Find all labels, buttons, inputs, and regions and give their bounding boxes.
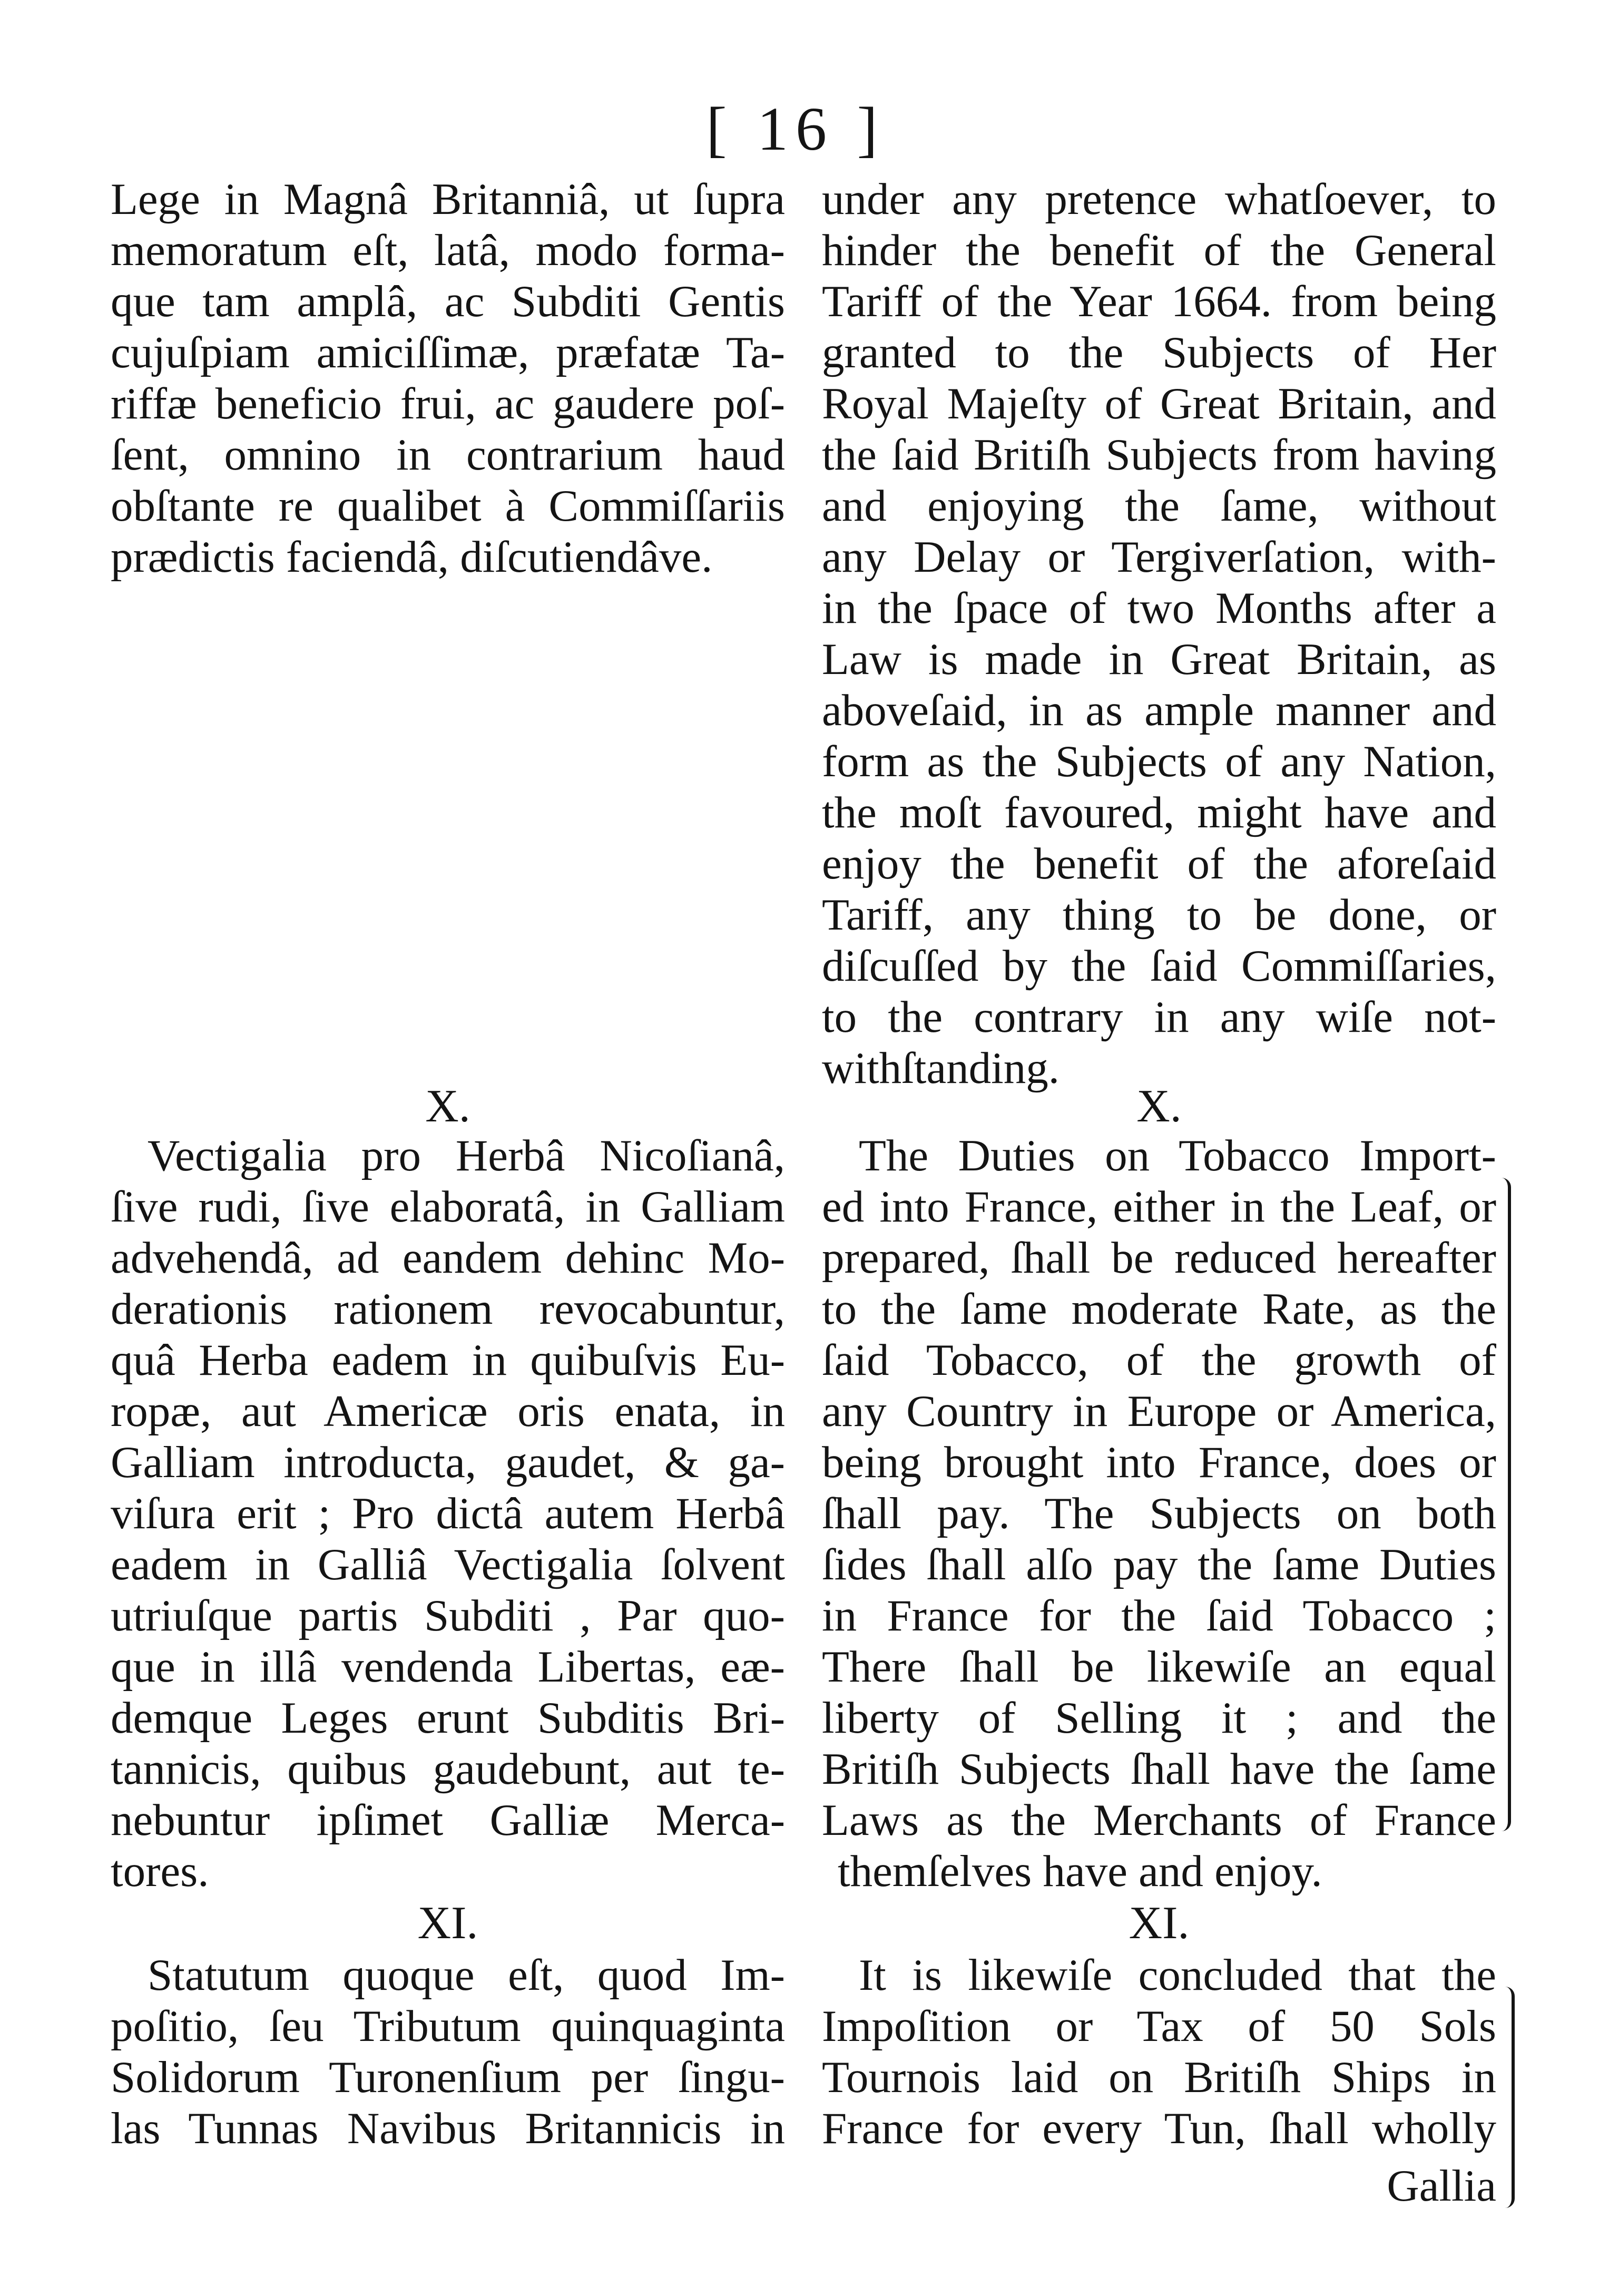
text-line: form as the Subjects of any Nation, <box>822 737 1496 786</box>
text-line: tores. <box>111 1846 209 1896</box>
text-line: las Tunnas Navibus Britannicis in <box>111 2104 785 2153</box>
text-line: advehendâ, ad eandem dehinc Mo- <box>111 1233 785 1283</box>
left-paragraph-3 <box>111 1950 785 2154</box>
text-line: Tariff of the Year 1664. from being <box>822 277 1496 326</box>
text-line: ed into France, either in the Leaf, or <box>822 1182 1496 1232</box>
text-line: prædictis faciendâ, diſcutiendâve. <box>111 532 713 582</box>
text-line: demque Leges erunt Subditis Bri- <box>111 1693 785 1743</box>
text-line: riffæ beneficio frui, ac gaudere poſ- <box>111 379 785 428</box>
text-line: ropæ, aut Americæ oris enata, in <box>111 1386 785 1436</box>
catchword: Gallia <box>1387 2161 1496 2211</box>
left-paragraph-1 <box>111 174 785 583</box>
margin-bracket <box>1500 1178 1511 1831</box>
text-line: poſitio, ſeu Tributum quinquaginta <box>111 2001 785 2051</box>
text-line: liberty of Selling it ; and the <box>822 1693 1496 1743</box>
right-paragraph-3 <box>822 1950 1496 2154</box>
text-line: France for every Tun, ſhall wholly <box>822 2104 1496 2153</box>
text-line: any Country in Europe or America, <box>822 1386 1496 1436</box>
text-line: memoratum eſt, latâ, modo forma- <box>111 226 785 275</box>
text-line: eadem in Galliâ Vectigalia ſolvent <box>111 1540 785 1589</box>
text-line: Laws as the Merchants of France <box>822 1795 1496 1845</box>
text-line: diſcuſſed by the ſaid Commiſſaries, <box>822 941 1496 991</box>
text-line: Impoſition or Tax of 50 Sols <box>822 2001 1496 2051</box>
text-line: ſive rudi, ſive elaboratâ, in Galliam <box>111 1182 785 1232</box>
left-heading-xi: XI. <box>417 1898 478 1949</box>
text-line: Solidorum Turonenſium per ſingu- <box>111 2053 785 2102</box>
text-line: cujuſpiam amiciſſimæ, præfatæ Ta- <box>111 328 785 377</box>
text-line: ſhall pay. The Subjects on both <box>822 1489 1496 1538</box>
text-line: any Delay or Tergiverſation, with- <box>822 532 1496 582</box>
text-line: themſelves have and enjoy. <box>838 1846 1322 1896</box>
text-line: Law is made in Great Britain, as <box>822 634 1496 684</box>
text-line: enjoy the benefit of the aforeſaid <box>822 839 1496 888</box>
text-line: Galliam introducta, gaudet, & ga- <box>111 1438 785 1487</box>
text-line: Royal Majeſty of Great Britain, and <box>822 379 1496 428</box>
text-line: the ſaid Britiſh Subjects from having <box>822 430 1496 480</box>
text-line: being brought into France, does or <box>822 1438 1496 1487</box>
text-line: to the ſame moderate Rate, as the <box>822 1284 1496 1334</box>
text-line: in the ſpace of two Months after a <box>822 583 1496 633</box>
text-line: There ſhall be likewiſe an equal <box>822 1642 1496 1692</box>
text-line: and enjoying the ſame, without <box>822 481 1496 531</box>
text-line: granted to the Subjects of Her <box>822 328 1496 377</box>
text-line: Vectigalia pro Herbâ Nicoſianâ, <box>148 1131 785 1180</box>
text-line: Statutum quoque eſt, quod Im- <box>148 1950 785 2000</box>
text-line: utriuſque partis Subditi , Par quo- <box>111 1591 785 1640</box>
text-line: the moſt favoured, might have and <box>822 788 1496 837</box>
text-line: quâ Herba eadem in quibuſvis Eu- <box>111 1335 785 1385</box>
text-line: aboveſaid, in as ample manner and <box>822 686 1496 735</box>
left-heading-x: X. <box>425 1081 470 1132</box>
right-heading-x: X. <box>1136 1081 1182 1132</box>
page-number: [ 16 ] <box>706 94 885 163</box>
text-line: to the contrary in any wiſe not- <box>822 992 1496 1042</box>
text-line: Lege in Magnâ Britanniâ, ut ſupra <box>111 174 785 224</box>
text-line: ſides ſhall alſo pay the ſame Duties <box>822 1540 1496 1589</box>
text-line: que in illâ vendenda Libertas, eæ- <box>111 1642 785 1692</box>
text-line: ſent, omnino in contrarium haud <box>111 430 785 480</box>
text-line: ſaid Tobacco, of the growth of <box>822 1335 1496 1385</box>
text-line: Tournois laid on Britiſh Ships in <box>822 2053 1496 2102</box>
right-paragraph-1 <box>822 174 1496 1094</box>
left-paragraph-2 <box>111 1130 785 1897</box>
text-line: tannicis, quibus gaudebunt, aut te- <box>111 1744 785 1794</box>
text-line: It is likewiſe concluded that the <box>859 1950 1496 2000</box>
text-line: que tam amplâ, ac Subditi Gentis <box>111 277 785 326</box>
right-heading-xi: XI. <box>1129 1898 1190 1949</box>
text-line: obſtante re qualibet à Commiſſariis <box>111 481 785 531</box>
right-paragraph-2 <box>822 1130 1496 1897</box>
text-line: Britiſh Subjects ſhall have the ſame <box>822 1744 1496 1794</box>
text-line: prepared, ſhall be reduced hereafter <box>822 1233 1496 1283</box>
text-line: viſura erit ; Pro dictâ autem Herbâ <box>111 1489 785 1538</box>
text-line: The Duties on Tobacco Import- <box>859 1131 1496 1180</box>
text-line: under any pretence whatſoever, to <box>822 174 1496 224</box>
text-line: withſtanding. <box>822 1043 1060 1093</box>
margin-bracket <box>1504 1987 1515 2208</box>
text-line: derationis rationem revocabuntur, <box>111 1284 785 1334</box>
text-line: nebuntur ipſimet Galliæ Merca- <box>111 1795 785 1845</box>
text-line: Tariff, any thing to be done, or <box>822 890 1496 940</box>
text-line: in France for the ſaid Tobacco ; <box>822 1591 1496 1640</box>
text-line: hinder the benefit of the General <box>822 226 1496 275</box>
